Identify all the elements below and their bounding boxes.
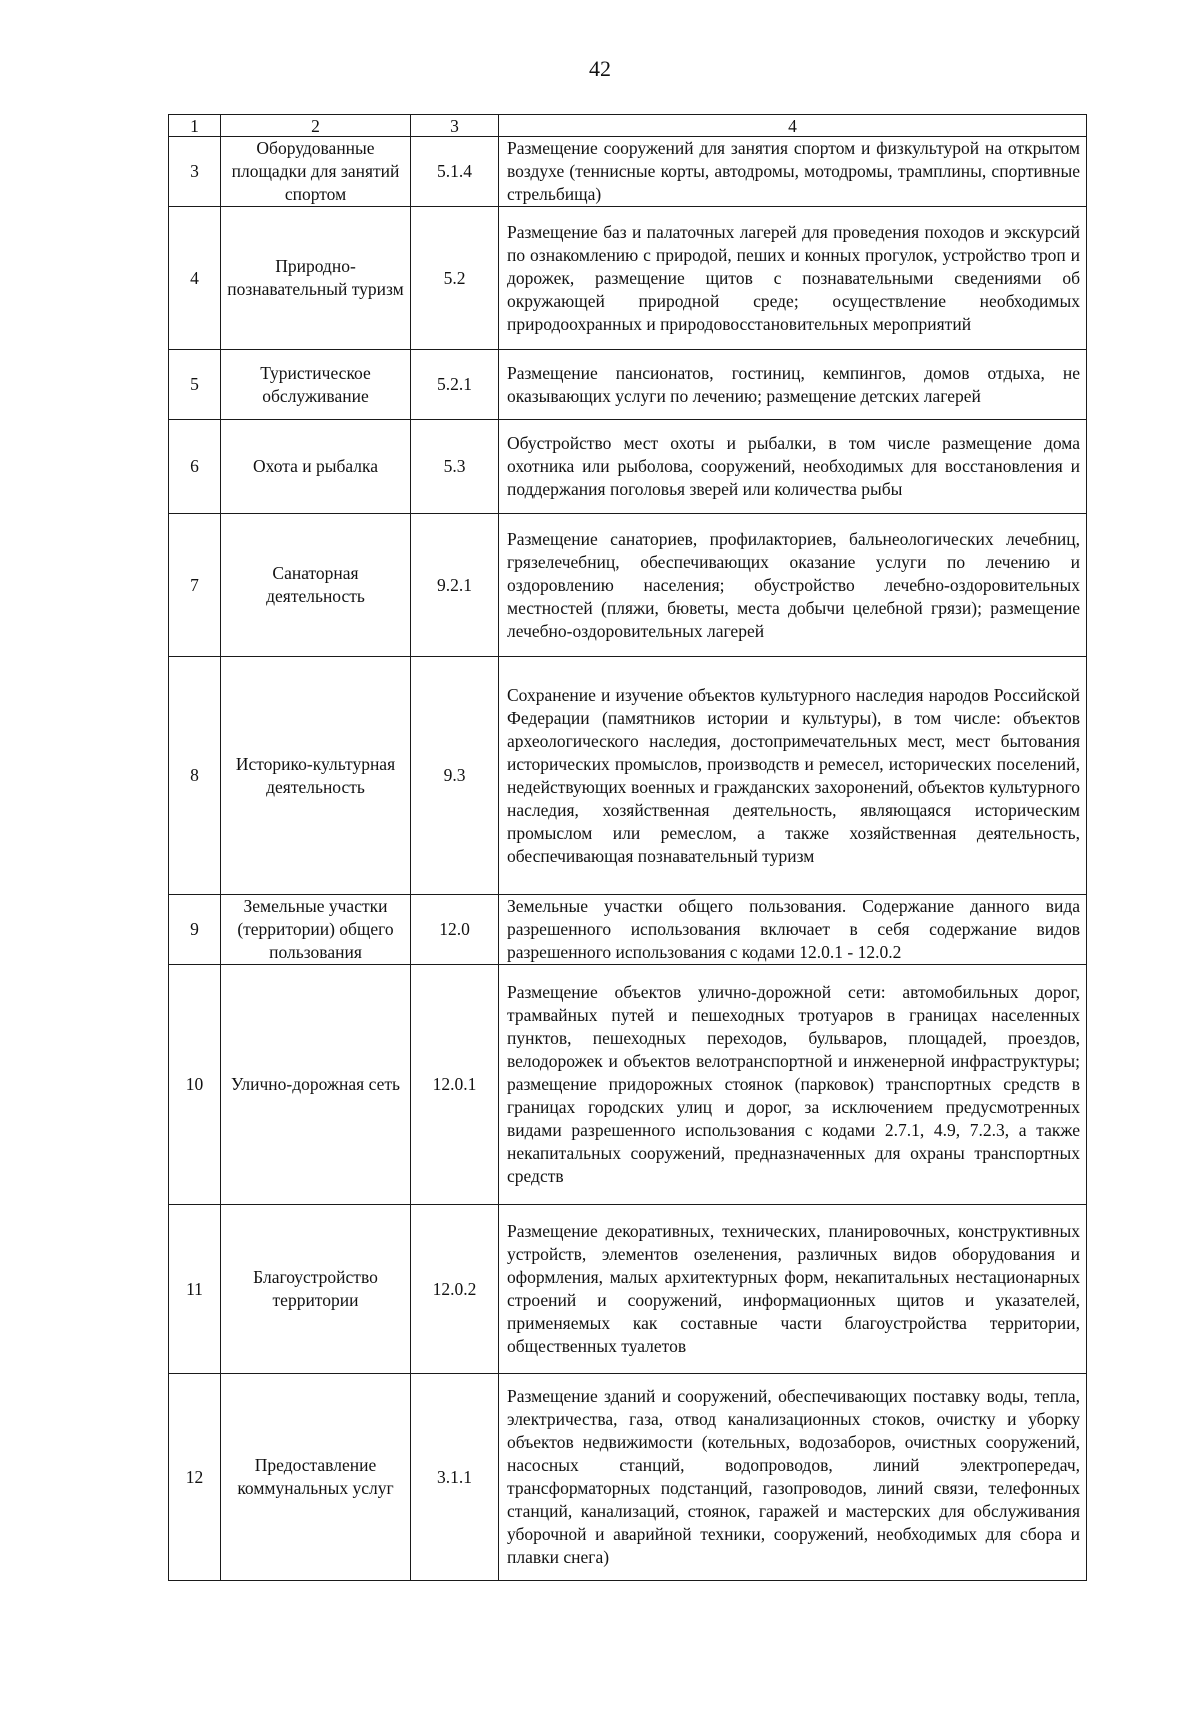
use-name: Благоустройство территории (221, 1205, 411, 1374)
use-name: Охота и рыбалка (221, 420, 411, 514)
use-description: Размещение пансионатов, гостиниц, кемпингов, домов отдыха, не оказывающих услуги по лечению; размещение детских лагерей (499, 350, 1087, 420)
table-row (169, 1205, 1087, 1374)
use-description: Размещение баз и палаточных лагерей для проведения походов и экскурсий по ознакомлению с природой, пеших и конных прогулок, устройство троп и дорожек, размещение щитов с познавательными сведениями об окружающей природной среде; осуществление необходимых природоохранных и природовосстановительных мероприятий (499, 207, 1087, 350)
use-name: Земельные участки (территории) общего пользования (221, 895, 411, 965)
use-description: Размещение декоративных, технических, планировочных, конструктивных устройств, элементов озеленения, различных видов оборудования и оформления, малых архитектурных форм, некапитальных нестационарных строений и сооружений, информационных щитов и указателей, применяемых как составные части благоустройства территории, общественных туалетов (499, 1205, 1087, 1374)
row-number: 11 (169, 1205, 221, 1374)
row-number: 12 (169, 1374, 221, 1581)
use-name: Санаторная деятельность (221, 514, 411, 657)
use-name: Туристическое обслуживание (221, 350, 411, 420)
table-row (169, 1374, 1087, 1581)
table-row (169, 207, 1087, 350)
table-row (169, 350, 1087, 420)
header-row (169, 115, 1087, 137)
use-name: Предоставление коммунальных услуг (221, 1374, 411, 1581)
table-row (169, 657, 1087, 895)
use-code: 3.1.1 (411, 1374, 499, 1581)
table-row (169, 420, 1087, 514)
use-name: Природно-познавательный туризм (221, 207, 411, 350)
use-code: 12.0.2 (411, 1205, 499, 1374)
row-number: 3 (169, 137, 221, 207)
land-use-table (168, 114, 1087, 1581)
table-row (169, 137, 1087, 207)
row-number: 7 (169, 514, 221, 657)
row-number: 6 (169, 420, 221, 514)
use-description: Размещение сооружений для занятия спортом и физкультурой на открытом воздухе (теннисные корты, автодромы, мотодромы, трамплины, спортивные стрельбища) (499, 137, 1087, 207)
use-description: Сохранение и изучение объектов культурного наследия народов Российской Федерации (памятников истории и культуры), в том числе: объектов археологического наследия, достопримечательных мест, мест бытования исторических промыслов, производств и ремесел, исторических поселений, недействующих военных и гражданских захоронений, объектов культурного наследия, хозяйственная деятельность, являющаяся историческим промыслом или ремеслом, а также хозяйственная деятельность, обеспечивающая познавательный туризм (499, 657, 1087, 895)
use-description: Размещение зданий и сооружений, обеспечивающих поставку воды, тепла, электричества, газа, отвод канализационных стоков, очистку и уборку объектов недвижимости (котельных, водозаборов, очистных сооружений, насосных станций, водопроводов, линий электропередач, трансформаторных подстанций, газопроводов, линий связи, телефонных станций, канализаций, стоянок, гаражей и мастерских для обслуживания уборочной и аварийной техники, сооружений, необходимых для сбора и плавки снега) (499, 1374, 1087, 1581)
use-code: 5.2 (411, 207, 499, 350)
row-number: 9 (169, 895, 221, 965)
use-description: Размещение санаториев, профилакториев, бальнеологических лечебниц, грязелечебниц, обеспечивающих оказание услуги по лечению и оздоровлению населения; обустройство лечебно-оздоровительных местностей (пляжи, бюветы, места добычи целебной грязи); размещение лечебно-оздоровительных лагерей (499, 514, 1087, 657)
use-code: 9.2.1 (411, 514, 499, 657)
header-col-4: 4 (499, 115, 1087, 137)
use-code: 5.1.4 (411, 137, 499, 207)
use-code: 5.2.1 (411, 350, 499, 420)
use-code: 5.3 (411, 420, 499, 514)
header-col-2: 2 (221, 115, 411, 137)
row-number: 5 (169, 350, 221, 420)
use-code: 12.0 (411, 895, 499, 965)
use-name: Улично-дорожная сеть (221, 965, 411, 1205)
row-number: 10 (169, 965, 221, 1205)
table-row (169, 514, 1087, 657)
table-row (169, 965, 1087, 1205)
table-row (169, 895, 1087, 965)
use-description: Размещение объектов улично-дорожной сети: автомобильных дорог, трамвайных путей и пешеходных тротуаров в границах населенных пунктов, пешеходных переходов, бульваров, площадей, проездов, велодорожек и объектов велотранспортной и инженерной инфраструктуры; размещение придорожных стоянок (парковок) транспортных средств в границах городских улиц и дорог, за исключением предусмотренных видами разрешенного использования с кодами 2.7.1, 4.9, 7.2.3, а также некапитальных сооружений, предназначенных для охраны транспортных средств (499, 965, 1087, 1205)
page-number: 42 (589, 56, 611, 81)
use-name: Историко-культурная деятельность (221, 657, 411, 895)
header-col-3: 3 (411, 115, 499, 137)
use-description: Земельные участки общего пользования. Содержание данного вида разрешенного использования включает в себя содержание видов разрешенного использования с кодами 12.0.1 - 12.0.2 (499, 895, 1087, 965)
row-number: 4 (169, 207, 221, 350)
use-code: 9.3 (411, 657, 499, 895)
row-number: 8 (169, 657, 221, 895)
use-description: Обустройство мест охоты и рыбалки, в том числе размещение дома охотника или рыболова, сооружений, необходимых для восстановления и поддержания поголовья зверей или количества рыбы (499, 420, 1087, 514)
use-code: 12.0.1 (411, 965, 499, 1205)
header-col-1: 1 (169, 115, 221, 137)
use-name: Оборудованные площадки для занятий спортом (221, 137, 411, 207)
